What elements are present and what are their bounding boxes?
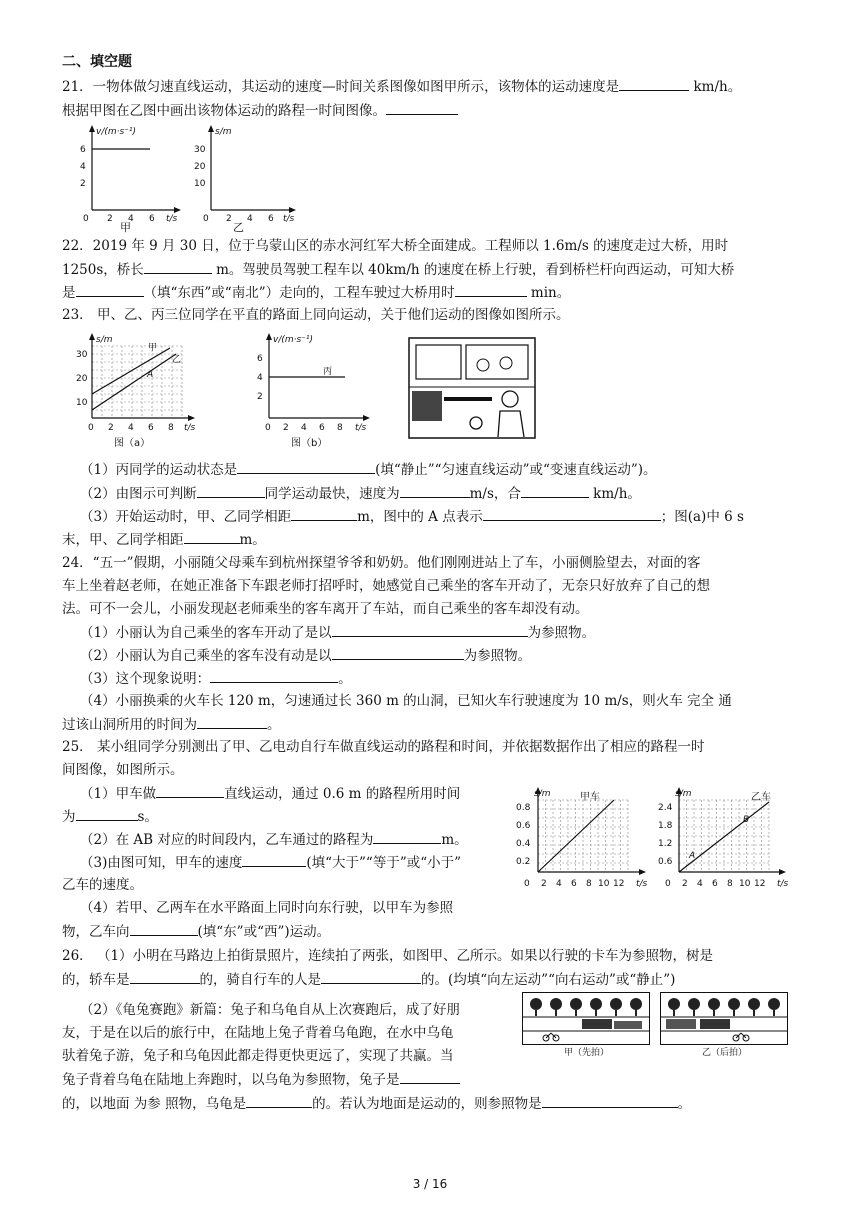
svg-text:s/m: s/m [534, 789, 551, 799]
svg-text:s/m: s/m [96, 335, 113, 345]
q24-sub-4: （4）小丽换乘的火车长 120 m，匀速通过长 360 m 的山洞，已知火车行驶速度为 10 m/s，则火车 完全 通 [80, 693, 732, 709]
svg-text:t/s: t/s [777, 879, 789, 889]
svg-text:20: 20 [76, 374, 88, 384]
x-tick: 6 [149, 214, 155, 224]
y-tick: 6 [80, 145, 86, 155]
q25-sub-3b: 乙车的速度。 [62, 877, 143, 893]
svg-text:0.6: 0.6 [516, 821, 531, 831]
svg-text:1.2: 1.2 [658, 839, 673, 849]
x-tick: 2 [107, 214, 113, 224]
point-a-label: A [147, 370, 154, 380]
svg-text:t/s: t/s [283, 214, 295, 224]
svg-text:2: 2 [257, 392, 263, 402]
svg-text:4: 4 [697, 879, 703, 889]
svg-text:8: 8 [727, 879, 733, 889]
q24-sub-1: （1）小丽认为自己乘坐的客车开动了是以 为参照物。 [80, 622, 595, 643]
svg-text:12: 12 [613, 879, 625, 889]
q24-line-2: 车上坐着赵老师，在她正准备下车跟老师打招呼时，她感觉自己乘坐的客车开动了，无奈只好放弃了自己的想 [62, 578, 710, 594]
q25-yi-car-graph [655, 786, 805, 898]
q25-sub-3: （3)由图可知，甲车的速度 (填“大于”“等于”或“小于” [80, 852, 461, 873]
svg-text:2: 2 [541, 879, 547, 889]
q25-sub-2: （2）在 AB 对应的时间段内，乙车通过的路程为 m。 [80, 829, 468, 850]
q23-figure-b [255, 332, 390, 450]
q23-sub-1: （1）丙同学的运动状态是 (填“静止”“匀速直线运动”或“变速直线运动”)。 [80, 459, 657, 480]
svg-text:s/m: s/m [675, 789, 692, 799]
q25-sub-1b: 为 s。 [62, 806, 158, 827]
svg-text:t/s: t/s [355, 423, 367, 433]
q21-line-1: 21．一物体做匀速直线运动，其运动的速度—时间关系图像如图甲所示，该物体的运动速度是 km/h。 [62, 76, 741, 97]
q24-line-1: 24．“五一”假期，小丽随父母乘车到杭州探望爷爷和奶奶。他们刚刚进站上了车，小丽侧脸望去，对面的客 [62, 555, 701, 571]
yi-line [92, 354, 176, 410]
q26-line-7: 的，以地面 为参 照物，乌龟是 的。若认为地面是运动的，则参照物是 。 [62, 1093, 691, 1114]
q21-yi-caption: 乙 [233, 221, 244, 234]
q21-velocity-graph [80, 122, 190, 227]
q26-line-5: 驮着兔子游，兔子和乌龟因此都走得更快更远了，实现了共赢。当 [62, 1048, 454, 1064]
street-photo-jia [522, 992, 650, 1056]
q23-sub-2: （2）由图示可判断 同学运动最快，速度为 m/s，合 km/h。 [80, 483, 641, 504]
svg-text:4: 4 [257, 373, 263, 383]
q26-line-1: 26． （1）小明在马路边上拍街景照片，连续拍了两张，如图甲、乙所示。如果以行驶的卡车为参照物，树是 [62, 948, 714, 964]
svg-text:2: 2 [108, 423, 114, 433]
svg-text:2: 2 [682, 879, 688, 889]
svg-text:0.8: 0.8 [516, 803, 531, 813]
svg-text:2: 2 [283, 423, 289, 433]
bus-passengers-picture [408, 337, 536, 439]
q26-line-2: 的，轿车是 的，骑自行车的人是 的。(均填“向左运动”“向右运动”或“静止”) [62, 969, 675, 990]
svg-text:4: 4 [301, 423, 307, 433]
svg-text:30: 30 [76, 350, 88, 360]
q22-line-1: 22．2019 年 9 月 30 日，位于乌蒙山区的赤水河红军大桥全面建成。工程师以 1.6m/s 的速度走过大桥，用时 [62, 238, 729, 254]
q24-sub-4b: 过该山洞所用的时间为 。 [62, 714, 281, 735]
svg-text:图（b）: 图（b） [291, 438, 328, 449]
svg-text:6: 6 [148, 423, 154, 433]
svg-text:0: 0 [203, 214, 209, 224]
svg-text:2: 2 [226, 214, 232, 224]
svg-text:10: 10 [739, 879, 751, 889]
svg-text:8: 8 [337, 423, 343, 433]
svg-text:s/m: s/m [215, 127, 232, 137]
q24-sub-3: （3）这个现象说明： 。 [80, 668, 352, 689]
svg-text:0: 0 [524, 879, 530, 889]
svg-text:10: 10 [598, 879, 610, 889]
q25-sub-1: （1）甲车做 直线运动，通过 0.6 m 的路程所用时间 [80, 783, 460, 804]
point-a-label: A [689, 851, 696, 861]
x-tick: 0 [83, 214, 89, 224]
y-tick: 4 [80, 162, 86, 172]
point-b-label: B [743, 815, 750, 825]
q21-jia-ylabel: v/(m·s⁻¹) [96, 127, 137, 137]
q23-sub-3b: 末，甲、乙同学相距 m。 [62, 529, 266, 550]
q21-distance-graph [193, 122, 303, 227]
street-photo-yi [660, 992, 788, 1056]
svg-text:图（a）: 图（a） [114, 438, 151, 449]
svg-text:0.4: 0.4 [516, 839, 531, 849]
yi-car-title: 乙车 [751, 792, 771, 803]
q25-jia-car-graph [508, 786, 658, 898]
q24-line-3: 法。可不一会儿，小丽发现赵老师乘坐的客车离开了车站，而自己乘坐的客车却没有动。 [62, 601, 589, 617]
q26-line-3: （2）《龟兔赛跑》新篇：兔子和乌龟自从上次赛跑后，成了好朋 [80, 1002, 460, 1018]
q21-line-2: 根据甲图在乙图中画出该物体运动的路程一时间图像。 [62, 100, 458, 121]
q22-line-3: 是 （填“东西”或“南北”）走向的，工程车驶过大桥用时 min。 [62, 282, 570, 303]
grid [92, 346, 182, 418]
svg-text:0: 0 [265, 423, 271, 433]
section-title: 二、填空题 [62, 54, 132, 70]
svg-text:t/s: t/s [184, 423, 196, 433]
q26-line-6: 兔子背着乌龟在陆地上奔跑时，以乌龟为参照物，兔子是 [62, 1069, 460, 1090]
page-number: 3 / 16 [412, 1177, 448, 1191]
svg-text:6: 6 [257, 354, 263, 364]
svg-text:8: 8 [586, 879, 592, 889]
q25-line-2: 间图像，如图所示。 [62, 762, 184, 778]
jia-car-title: 甲车 [580, 792, 600, 803]
q24-sub-2: （2）小丽认为自己乘坐的客车没有动是以 为参照物。 [80, 645, 531, 666]
svg-text:8: 8 [168, 423, 174, 433]
y-tick: 2 [80, 179, 86, 189]
svg-text:30: 30 [194, 145, 206, 155]
jia-label: 甲 [148, 343, 158, 353]
jia-line [92, 348, 170, 394]
svg-text:0.2: 0.2 [516, 857, 531, 867]
svg-text:4: 4 [556, 879, 562, 889]
svg-text:0: 0 [665, 879, 671, 889]
yi-label: 乙 [172, 355, 182, 365]
q26-line-4: 友，于是在以后的旅行中，在陆地上兔子背着乌龟跑，在水中乌龟 [62, 1025, 454, 1041]
svg-text:12: 12 [754, 879, 766, 889]
svg-text:4: 4 [128, 423, 134, 433]
svg-text:4: 4 [247, 214, 253, 224]
x-tick: 4 [128, 214, 134, 224]
svg-text:6: 6 [268, 214, 274, 224]
svg-text:0: 0 [88, 423, 94, 433]
q21-jia-caption: 甲 [120, 221, 131, 234]
svg-text:1.8: 1.8 [658, 821, 673, 831]
q22-line-2: 1250s，桥长 m。驾驶员驾驶工程车以 40km/h 的速度在桥上行驶，看到桥栏杆向西运动，可知大桥 [62, 259, 734, 280]
svg-text:20: 20 [194, 162, 206, 172]
svg-text:0.6: 0.6 [658, 857, 673, 867]
svg-text:t/s: t/s [636, 879, 648, 889]
svg-text:10: 10 [76, 398, 88, 408]
q25-sub-4b: 物，乙车向 (填“东”或“西”)运动。 [62, 921, 330, 942]
q25-line-1: 25． 某小组同学分别测出了甲、乙电动自行车做直线运动的路程和时间，并依据数据作出了相应的路程一时 [62, 739, 705, 755]
svg-text:乙（后拍）: 乙（后拍） [702, 1048, 748, 1056]
svg-text:6: 6 [571, 879, 577, 889]
q23-sub-3: （3）开始运动时，甲、乙同学相距 m，图中的 A 点表示 ；图(a)中 6 s [80, 506, 744, 527]
bing-label: 丙 [323, 367, 333, 377]
svg-text:6: 6 [319, 423, 325, 433]
svg-text:10: 10 [194, 179, 206, 189]
q25-sub-4: （4）若甲、乙两车在水平路面上同时向东行驶，以甲车为参照 [80, 900, 454, 916]
q23-line-1: 23． 甲、乙、丙三位同学在平直的路面上同向运动，关于他们运动的图像如图所示。 [62, 307, 570, 323]
x-label: t/s [166, 214, 178, 224]
svg-text:甲（先拍）: 甲（先拍） [564, 1048, 610, 1056]
svg-text:2.4: 2.4 [658, 803, 673, 813]
svg-text:6: 6 [712, 879, 718, 889]
q23-figure-a [72, 332, 207, 450]
svg-text:v/(m·s⁻¹): v/(m·s⁻¹) [273, 335, 314, 345]
